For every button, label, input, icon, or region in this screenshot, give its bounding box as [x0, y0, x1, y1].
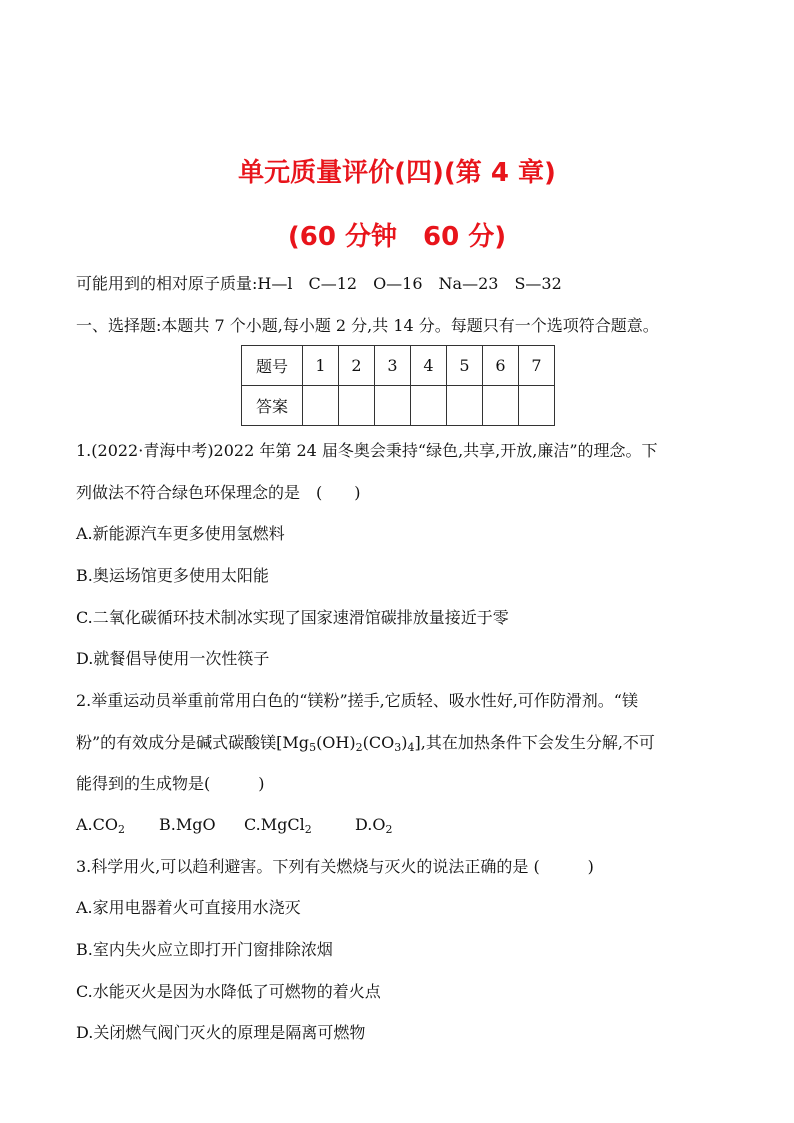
question-1-option-a: A.新能源汽车更多使用氢燃料	[76, 524, 285, 543]
subscript: 4	[407, 741, 415, 754]
question-3-option-c: C.水能灭火是因为水降低了可燃物的着火点	[76, 982, 381, 1001]
question-1-stem-line-2: 列做法不符合绿色环保理念的是 ( )	[76, 483, 361, 502]
question-3-stem: 3.科学用火,可以趋利避害。下列有关燃烧与灭火的说法正确的是 ( )	[76, 857, 594, 876]
question-number-cell: 4	[411, 346, 447, 386]
question-2-stem-line-3: 能得到的生成物是( )	[76, 774, 265, 793]
question-number-cell: 1	[303, 346, 339, 386]
atomic-masses-note: 可能用到的相对原子质量:H—l C—12 O—16 Na—23 S—32	[76, 274, 562, 293]
question-2-stem-line-1: 2.举重运动员举重前常用白色的“镁粉”搓手,它质轻、吸水性好,可作防滑剂。“镁	[76, 691, 638, 710]
formula-text: (OH)	[316, 733, 356, 752]
question-2-options	[76, 815, 392, 840]
answer-cell[interactable]	[411, 386, 447, 426]
answer-table-header-row	[242, 346, 555, 386]
question-number-cell: 6	[483, 346, 519, 386]
answer-cell[interactable]	[303, 386, 339, 426]
formula-text: )	[401, 733, 408, 752]
question-1-stem-line-1: 1.(2022·青海中考)2022 年第 24 届冬奥会秉持“绿色,共享,开放,廉洁”的理念。下	[76, 441, 658, 460]
question-2-stem-line-2	[76, 733, 655, 758]
answer-table-row-label: 题号	[242, 346, 303, 386]
subscript: 2	[385, 823, 393, 836]
question-1-option-d: D.就餐倡导使用一次性筷子	[76, 649, 270, 668]
option-text: D.O	[355, 815, 386, 834]
question-number-cell: 7	[519, 346, 555, 386]
question-number-cell: 5	[447, 346, 483, 386]
answer-cell[interactable]	[375, 386, 411, 426]
subscript: 3	[394, 741, 402, 754]
formula-text: (CO	[362, 733, 395, 752]
answer-table-row-label: 答案	[242, 386, 303, 426]
subscript: 5	[309, 741, 317, 754]
question-3-option-d: D.关闭燃气阀门灭火的原理是隔离可燃物	[76, 1023, 366, 1042]
question-1-option-c: C.二氧化碳循环技术制冰实现了国家速滑馆碳排放量接近于零	[76, 608, 509, 627]
answer-table-answer-row	[242, 386, 555, 426]
page-subtitle: (60 分钟 60 分)	[287, 222, 507, 252]
formula-text: 粉”的有效成分是碱式碳酸镁[Mg	[76, 733, 310, 752]
option-text: C.MgCl	[244, 815, 305, 834]
formula-text: ],其在加热条件下会发生分解,不可	[414, 733, 655, 752]
question-1-option-b: B.奥运场馆更多使用太阳能	[76, 566, 269, 585]
answer-cell[interactable]	[519, 386, 555, 426]
answer-cell[interactable]	[483, 386, 519, 426]
question-2-option-b: B.MgO	[159, 815, 216, 834]
question-3-option-b: B.室内失火应立即打开门窗排除浓烟	[76, 940, 333, 959]
answer-cell[interactable]	[339, 386, 375, 426]
question-2-option-c	[244, 815, 355, 840]
question-3-option-a: A.家用电器着火可直接用水浇灭	[76, 898, 301, 917]
subscript: 2	[118, 823, 125, 836]
question-2-option-d	[355, 815, 392, 840]
subscript: 2	[355, 741, 363, 754]
question-number-cell: 2	[339, 346, 375, 386]
subscript: 2	[304, 823, 312, 836]
question-number-cell: 3	[375, 346, 411, 386]
answer-table	[241, 345, 555, 426]
question-2-option-a	[76, 815, 159, 840]
page-title: 单元质量评价(四)(第 4 章)	[238, 158, 556, 188]
option-text: A.CO	[76, 815, 118, 834]
section-heading: 一、选择题:本题共 7 个小题,每小题 2 分,共 14 分。每题只有一个选项符合题意。	[76, 316, 659, 335]
answer-cell[interactable]	[447, 386, 483, 426]
